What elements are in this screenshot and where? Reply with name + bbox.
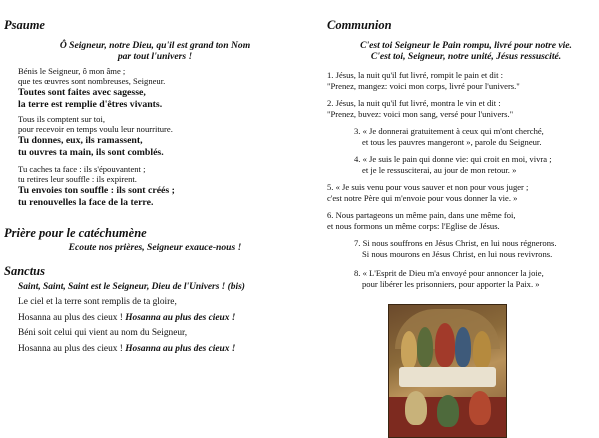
communion-title: Communion <box>327 18 392 32</box>
communion-refrain-line-2: C'est toi, Seigneur, notre unité, Jésus ressuscité. <box>370 51 562 62</box>
stanza-line: Bénis le Seigneur, ô mon âme ; <box>18 66 126 76</box>
sanctus-hosanna-bold: Hosanna au plus des cieux ! <box>125 343 236 354</box>
verse-line: 2. Jésus, la nuit qu'il fut livré, montra le vin et dit : <box>327 98 501 108</box>
psaume-stanza-2 <box>18 114 300 159</box>
painting-figure <box>437 395 459 427</box>
painting-figure <box>401 331 417 369</box>
communion-refrain-line-1: C'est toi Seigneur le Pain rompu, livré pour notre vie. <box>360 40 572 51</box>
priere-title: Prière pour le catéchumène <box>4 226 147 240</box>
communion-verse-2 <box>327 98 513 120</box>
verse-line: "Prenez, buvez: voici mon sang, versé pour l'univers." <box>327 108 514 119</box>
verse-line: c'est notre Père qui m'envoie pour vous donner la vie. » <box>327 192 518 203</box>
verse-line: et je le ressusciterai, au jour de mon retour. » <box>362 164 517 175</box>
psaume-refrain-line-2: par tout l'univers ! <box>117 51 193 62</box>
painting-figure <box>469 391 491 425</box>
verse-line: 8. « L'Esprit de Dieu m'a envoyé pour annoncer la joie, <box>354 268 544 278</box>
verse-line: 7. Si nous souffrons en Jésus Christ, en lui nous régnerons. <box>354 238 557 248</box>
verse-line: "Prenez, mangez: voici mon corps, livré pour l'univers." <box>327 80 520 91</box>
stanza-line: Tous ils comptent sur toi, <box>18 114 106 124</box>
verse-line: et nous formons un même corps: l'Eglise de Jésus. <box>327 220 500 231</box>
verse-line: 6. Nous partageons un même pain, dans une même foi, <box>327 210 516 220</box>
sanctus-line <box>18 342 300 357</box>
verse-line: Si nous mourons en Jésus Christ, en lui nous revivrons. <box>362 248 553 259</box>
stanza-line: Toutes sont faites avec sagesse, <box>18 86 146 98</box>
psaume-stanza-1 <box>18 66 300 111</box>
sanctus-line: Béni soit celui qui vient au nom du Seigneur, <box>18 328 188 339</box>
sanctus-hosanna-bold: Hosanna au plus des cieux ! <box>125 312 236 323</box>
stanza-line: Tu envoies ton souffle : ils sont créés ; <box>18 184 175 196</box>
priere-refrain: Ecoute nos prières, Seigneur exauce-nous ! <box>68 242 242 253</box>
communion-verse-1 <box>327 70 520 92</box>
painting-figure <box>435 323 455 367</box>
painting-figure <box>473 331 491 369</box>
stanza-line: tu ouvres ta main, ils sont comblés. <box>18 146 164 158</box>
verse-line: pour libérer les prisonniers, pour apporter la Paix. » <box>362 278 540 289</box>
stanza-line: tu renouvelles la face de la terre. <box>18 196 154 208</box>
verse-line: 4. « Je suis le pain qui donne vie: qui croit en moi, vivra ; <box>354 154 552 164</box>
psaume-refrain-line-1: Ô Seigneur, notre Dieu, qu'il est grand ton Nom <box>59 40 251 51</box>
communion-verse-4 <box>354 154 552 176</box>
communion-verse-3 <box>354 126 544 148</box>
communion-verse-5 <box>327 182 528 204</box>
stanza-line: Tu donnes, eux, ils ramassent, <box>18 134 143 146</box>
stanza-line: tu retires leur souffle : ils expirent. <box>18 174 137 185</box>
stanza-line: que tes œuvres sont nombreuses, Seigneur. <box>18 76 166 87</box>
psaume-stanza-3 <box>18 164 300 209</box>
psaume-refrain <box>20 40 290 62</box>
communion-verse-6 <box>327 210 516 232</box>
sanctus-title: Sanctus <box>4 264 45 278</box>
verse-line: et tous les pauvres mangeront », parole du Seigneur. <box>362 136 542 147</box>
stanza-line: pour recevoir en temps voulu leur nourriture. <box>18 124 173 135</box>
sanctus-line: Saint, Saint, Saint est le Seigneur, Dieu de l'Univers ! (bis) <box>18 282 245 292</box>
last-supper-painting <box>388 304 507 438</box>
painting-figure <box>417 327 433 367</box>
sanctus-line <box>18 311 300 326</box>
stanza-line: la terre est remplie d'êtres vivants. <box>18 98 163 110</box>
communion-refrain <box>335 40 597 62</box>
communion-verse-7 <box>354 238 557 260</box>
painting-figure <box>405 391 427 425</box>
sanctus-hosanna: Hosanna au plus des cieux ! <box>18 343 123 354</box>
verse-line: 1. Jésus, la nuit qu'il fut livré, rompit le pain et dit : <box>327 70 504 80</box>
painting-table <box>399 367 496 387</box>
sanctus-hosanna: Hosanna au plus des cieux ! <box>18 312 123 323</box>
communion-verse-8 <box>354 268 544 290</box>
painting-figure <box>455 327 471 367</box>
verse-line: 5. « Je suis venu pour vous sauver et non pour vous juger ; <box>327 182 529 192</box>
verse-line: 3. « Je donnerai gratuitement à ceux qui m'ont cherché, <box>354 126 544 136</box>
stanza-line: Tu caches ta face : ils s'épouvantent ; <box>18 164 146 174</box>
sanctus-line: Le ciel et la terre sont remplis de ta gloire, <box>18 297 177 308</box>
psaume-title: Psaume <box>4 18 45 32</box>
sanctus-text <box>18 280 300 357</box>
